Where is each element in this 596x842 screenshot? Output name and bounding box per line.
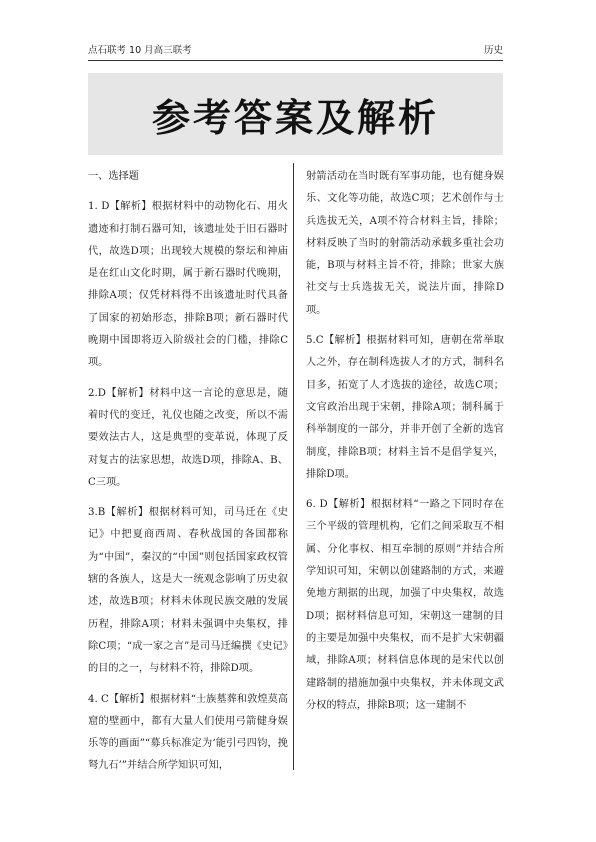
left-column bbox=[88, 166, 288, 786]
page-title: 参考答案及解析 bbox=[151, 94, 439, 140]
answer-paragraph: 1. D【解析】根据材料中的动物化石、用火遗迹和打制石器可知，该遗址处于旧石器时代，故选D项；出现较大规模的祭坛和神庙是在红山文化时期，属于新石器时代晚期，排除A项；仅凭材料得不出该遗址时代具备了国家的初始形态，排除B项；新石器时代晚期中国即将迈入阶级社会的门槛，排除C项。 bbox=[88, 201, 288, 369]
exam-name: 点石联考 10 月高三联考 bbox=[88, 45, 192, 56]
column-divider bbox=[293, 163, 294, 770]
header-rule bbox=[88, 60, 503, 61]
answer-paragraph: 6. D【解析】根据材料“一路之下同时存在三个平级的管理机构，它们之间采取互不相属、分化事权、相互牵制的原则”并结合所学知识可知，宋朝以创建路制的方式，来避免地方割据的出现，加强了中央集权，故选D项；据材料信息可知，宋朝这一建制的目的主要是加强中央集权，而不是扩大宋朝疆域，排除A项；材料信息体现的是宋代以创建路制的措施加强中央集权，并未体现文武分权的特点，排除B项；这一建制不 bbox=[306, 499, 504, 711]
page-header bbox=[88, 40, 503, 58]
right-column bbox=[306, 166, 504, 725]
section-title: 一、选择题 bbox=[88, 171, 139, 182]
answer-paragraph: 2.D【解析】材料中这一言论的意思是，随着时代的变迁，礼仪也随之改变，所以不需要效法古人，这是典型的变革说，体现了反对复古的法家思想，故选D项，排除A、B、C三项。 bbox=[88, 387, 288, 488]
answer-paragraph: 5.C【解析】根据材料可知，唐朝在常举取人之外，存在制科选拔人才的方式，制科名目多，拓宽了人才选拔的途径，故选C项；文官政治出现于宋朝，排除A项；制科属于科举制度的一部分，并非开创了全新的选官制度，排除B项；材料主旨不是倡学复兴，排除D项。 bbox=[306, 335, 504, 480]
title-banner bbox=[88, 73, 503, 155]
answer-paragraph: 射箭活动在当时既有军事功能，也有健身娱乐、文化等功能，故选C项；艺术创作与士兵选拔无关，A项不符合材料主旨，排除；材料反映了当时的射箭活动承载多重社会功能，B项与材料主旨不符，排除；世家大族社交与士兵选拔无关，说法片面，排除D项。 bbox=[306, 171, 504, 316]
subject-name: 历史 bbox=[483, 45, 503, 56]
answer-paragraph: 4. C【解析】根据材料“士族墓葬和敦煌莫高窟的壁画中，都有大量人们使用弓箭健身娱乐等的画面”“募兵标准定为‘能引弓四钧，挽弩九石’”并结合所学知识可知， bbox=[88, 693, 288, 772]
answer-paragraph: 3.B【解析】根据材料可知，司马迁在《史记》中把夏商西周、春秋战国的各国都称为“中国”，秦汉的“中国”则包括国家政权管辖的各族人，这是大一统观念影响了历史叙述，故选B项；材料未体现民族交融的发展历程，排除A项；材料未强调中央集权，排除C项；“成一家之言”是司马迁编撰《史记》的目的之一，与材料不符，排除D项。 bbox=[88, 507, 288, 675]
